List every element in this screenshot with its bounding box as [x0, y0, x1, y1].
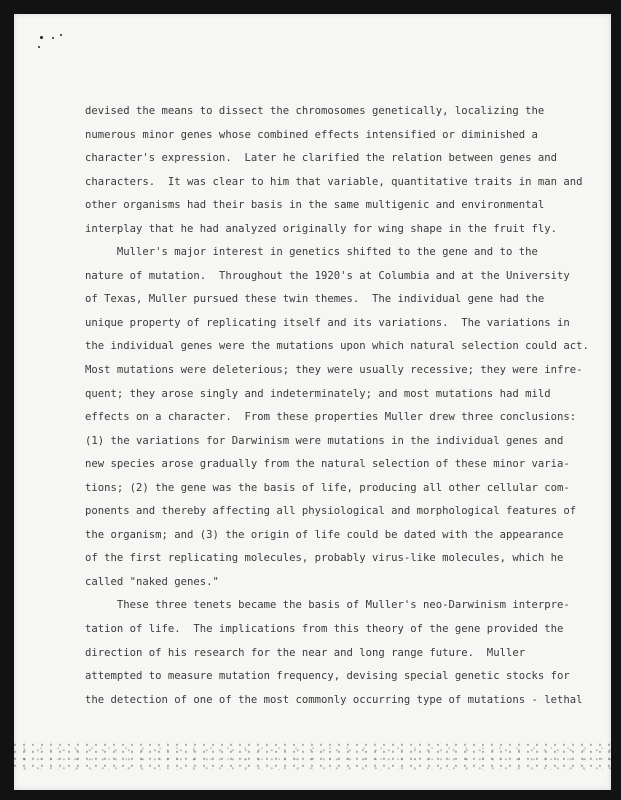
text-line: effects on a character. From these properties Muller drew three conclusions: [85, 411, 577, 424]
text-line: devised the means to dissect the chromosomes genetically, localizing the [85, 105, 545, 117]
speck-mark [40, 36, 43, 39]
text-line: new species arose gradually from the natural selection of these minor varia- [85, 458, 570, 471]
text-line: characters. It was clear to him that variable, quantitative traits in man and [85, 175, 583, 188]
text-line: the organism; and (3) the origin of life could be dated with the appearance [85, 528, 564, 541]
typewritten-page [14, 14, 611, 790]
text-line: unique property of replicating itself and its variations. The variations in [85, 316, 570, 329]
text-line: Most mutations were deleterious; they were usually recessive; they were infre- [85, 364, 583, 377]
text-line: These three tenets became the basis of Muller's neo-Darwinism interpre- [85, 599, 570, 612]
text-line: of Texas, Muller pursued these twin themes. The individual gene had the [85, 293, 545, 306]
text-line: the detection of one of the most commonly occurring type of mutations - lethal [85, 693, 583, 706]
text-line: quent; they arose singly and indeterminately; and most mutations had mild [85, 387, 551, 400]
text-line: ponents and thereby affecting all physiological and morphological features of [85, 505, 577, 518]
scan-noise-band [14, 742, 611, 770]
speck-mark [38, 46, 40, 48]
text-line: tation of life. The implications from this theory of the gene provided the [85, 623, 564, 636]
text-line: called "naked genes." [85, 575, 219, 588]
text-line: the individual genes were the mutations upon which natural selection could act. [85, 340, 589, 353]
text-line: (1) the variations for Darwinism were mutations in the individual genes and [85, 434, 564, 447]
speck-mark [52, 37, 54, 39]
text-line: nature of mutation. Throughout the 1920's at Columbia and at the University [85, 269, 570, 282]
text-line: tions; (2) the gene was the basis of life, producing all other cellular com- [85, 481, 570, 494]
speck-mark [60, 34, 62, 36]
text-line: direction of his research for the near and long range future. Muller [85, 646, 526, 659]
text-line: of the first replicating molecules, probably virus-like molecules, which he [85, 552, 564, 565]
text-line: interplay that he had analyzed originally for wing shape in the fruit fly. [85, 222, 557, 235]
text-line: attempted to measure mutation frequency, devising special genetic stocks for [85, 670, 570, 683]
body-text [85, 100, 595, 712]
text-line: numerous minor genes whose combined effects intensified or diminished a [85, 128, 538, 141]
text-line: Muller's major interest in genetics shifted to the gene and to the [85, 246, 538, 259]
text-line: character's expression. Later he clarified the relation between genes and [85, 152, 557, 165]
text-line: other organisms had their basis in the same multigenic and environmental [85, 199, 545, 212]
